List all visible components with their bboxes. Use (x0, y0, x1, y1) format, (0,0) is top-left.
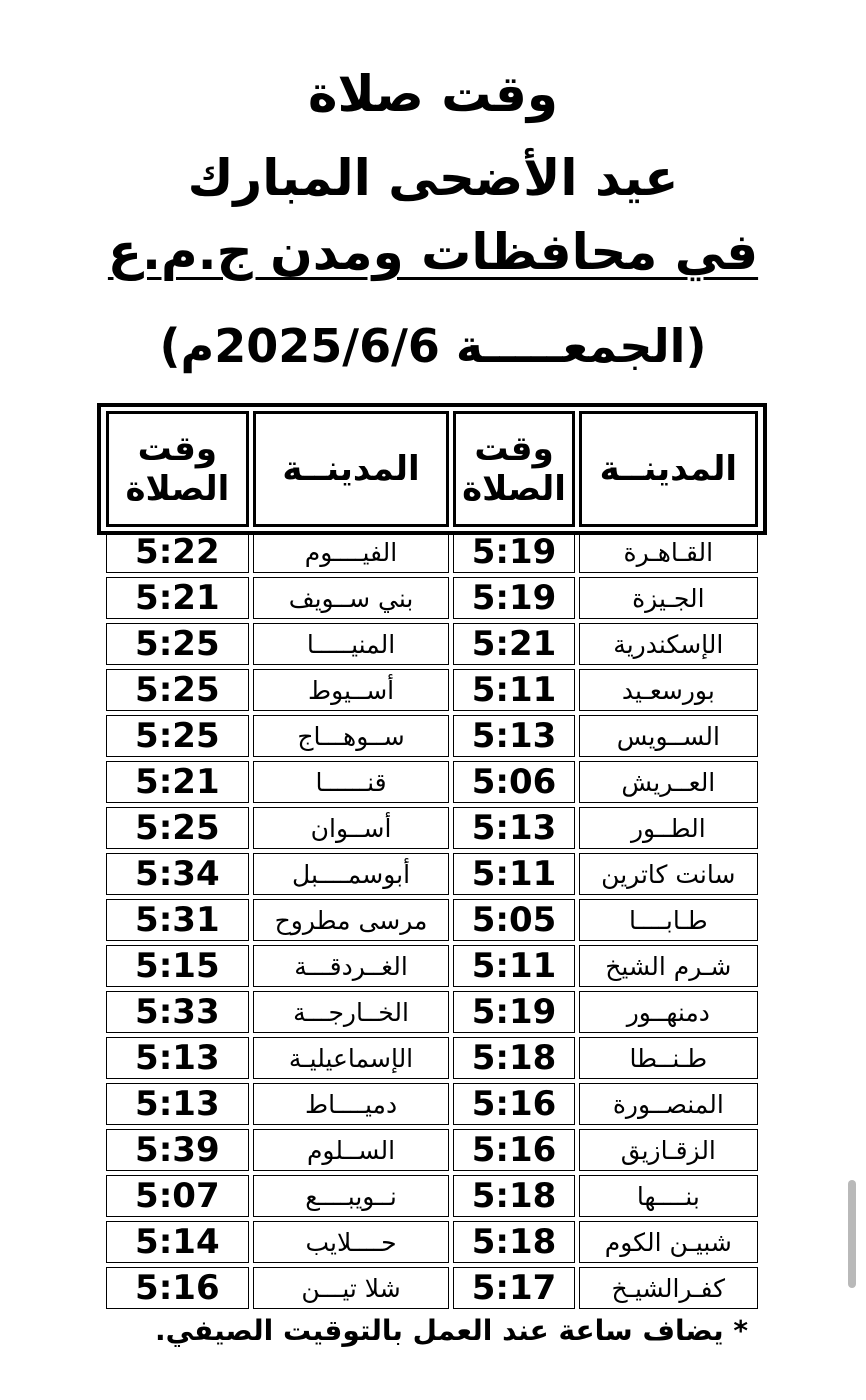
city-cell-b: المنيـــــا (253, 623, 450, 665)
time-cell-a: 5:18 (453, 1221, 574, 1263)
city-cell-a: كفـرالشيـخ (579, 1267, 758, 1309)
header-time-b-line-1: وقت (137, 429, 218, 469)
time-cell-b: 5:33 (106, 991, 249, 1033)
table-row (106, 761, 758, 803)
header-city-b: المدينــة (253, 411, 450, 527)
time-cell-a: 5:16 (453, 1129, 574, 1171)
time-cell-a: 5:13 (453, 715, 574, 757)
table-row (106, 807, 758, 849)
table-header-row (106, 411, 758, 527)
city-cell-a: العــريش (579, 761, 758, 803)
city-cell-b: الخــارجـــة (253, 991, 450, 1033)
city-cell-b: الفيــــوم (253, 531, 450, 573)
city-cell-b: أبوسمــــبل (253, 853, 450, 895)
table-row (106, 853, 758, 895)
time-cell-a: 5:17 (453, 1267, 574, 1309)
time-cell-b: 5:07 (106, 1175, 249, 1217)
table-row (106, 1037, 758, 1079)
header-time-a-line-1: وقت (474, 429, 554, 469)
header-time-b (106, 411, 249, 527)
time-cell-b: 5:31 (106, 899, 249, 941)
time-cell-b: 5:21 (106, 761, 249, 803)
city-cell-b: الإسماعيليـة (253, 1037, 450, 1079)
table-row (106, 1129, 758, 1171)
city-cell-b: بني ســويف (253, 577, 450, 619)
header-city-a: المدينــة (579, 411, 758, 527)
heading-line-2: عيد الأضحى المبارك (187, 149, 679, 207)
time-cell-a: 5:11 (453, 853, 574, 895)
header-time-a (453, 411, 574, 527)
city-cell-a: بنــــها (579, 1175, 758, 1217)
time-cell-a: 5:11 (453, 945, 574, 987)
city-cell-b: دميــــاط (253, 1083, 450, 1125)
time-cell-a: 5:18 (453, 1037, 574, 1079)
table-row (106, 1267, 758, 1309)
time-cell-b: 5:21 (106, 577, 249, 619)
city-cell-b: أســوان (253, 807, 450, 849)
time-cell-b: 5:22 (106, 531, 249, 573)
city-cell-a: الجـيزة (579, 577, 758, 619)
city-cell-a: الزقـازيق (579, 1129, 758, 1171)
city-cell-b: الغــردقـــة (253, 945, 450, 987)
city-cell-b: أســيوط (253, 669, 450, 711)
heading-line-3-text: في محافظات ومدن ج.م.ع (107, 223, 759, 281)
city-cell-a: بورسعـيد (579, 669, 758, 711)
time-cell-b: 5:14 (106, 1221, 249, 1263)
time-cell-b: 5:13 (106, 1037, 249, 1079)
time-cell-a: 5:11 (453, 669, 574, 711)
city-cell-b: الســلوم (253, 1129, 450, 1171)
city-cell-a: الإسكندرية (579, 623, 758, 665)
heading-date: (الجمعـــــة 2025/6/6م) (159, 319, 707, 373)
time-cell-a: 5:19 (453, 991, 574, 1033)
city-cell-a: سانت كاترين (579, 853, 758, 895)
table-row (106, 715, 758, 757)
scrollbar[interactable] (848, 1180, 856, 1288)
table-row (106, 577, 758, 619)
city-cell-b: شلا تيـــن (253, 1267, 450, 1309)
footnote: * يضاف ساعة عند العمل بالتوقيت الصيفي. (154, 1314, 748, 1347)
time-cell-a: 5:19 (453, 531, 574, 573)
table-row (106, 531, 758, 573)
city-cell-a: شبيـن الكوم (579, 1221, 758, 1263)
table-row (106, 991, 758, 1033)
time-cell-a: 5:06 (453, 761, 574, 803)
time-cell-b: 5:13 (106, 1083, 249, 1125)
city-cell-b: مرسى مطروح (253, 899, 450, 941)
table-row (106, 669, 758, 711)
heading-line-3 (0, 220, 866, 284)
time-cell-a: 5:13 (453, 807, 574, 849)
table-body (106, 531, 758, 1309)
table-row (106, 899, 758, 941)
table-row (106, 1083, 758, 1125)
table-row (106, 945, 758, 987)
heading-line-1: وقت صلاة (308, 65, 558, 123)
time-cell-a: 5:05 (453, 899, 574, 941)
time-cell-a: 5:16 (453, 1083, 574, 1125)
time-cell-b: 5:25 (106, 715, 249, 757)
city-cell-a: الســويس (579, 715, 758, 757)
city-cell-a: طـنــطا (579, 1037, 758, 1079)
city-cell-b: قنــــــا (253, 761, 450, 803)
time-cell-a: 5:21 (453, 623, 574, 665)
time-cell-b: 5:25 (106, 807, 249, 849)
time-cell-b: 5:25 (106, 669, 249, 711)
header-time-a-line-2: الصلاة (462, 469, 566, 509)
time-cell-b: 5:34 (106, 853, 249, 895)
city-cell-b: نــويبــــع (253, 1175, 450, 1217)
city-cell-a: المنصــورة (579, 1083, 758, 1125)
city-cell-a: طـابــــا (579, 899, 758, 941)
city-cell-b: ســوهـــاج (253, 715, 450, 757)
city-cell-a: شـرم الشيخ (579, 945, 758, 987)
time-cell-b: 5:39 (106, 1129, 249, 1171)
table-row (106, 1221, 758, 1263)
time-cell-b: 5:16 (106, 1267, 249, 1309)
time-cell-a: 5:18 (453, 1175, 574, 1217)
time-cell-a: 5:19 (453, 577, 574, 619)
time-cell-b: 5:15 (106, 945, 249, 987)
city-cell-b: حــــلايب (253, 1221, 450, 1263)
city-cell-a: الطــور (579, 807, 758, 849)
header-time-b-line-2: الصلاة (125, 469, 230, 509)
time-cell-b: 5:25 (106, 623, 249, 665)
table-row (106, 1175, 758, 1217)
city-cell-a: القـاهـرة (579, 531, 758, 573)
city-cell-a: دمنهــور (579, 991, 758, 1033)
prayer-times-table (102, 407, 762, 1313)
table-row (106, 623, 758, 665)
